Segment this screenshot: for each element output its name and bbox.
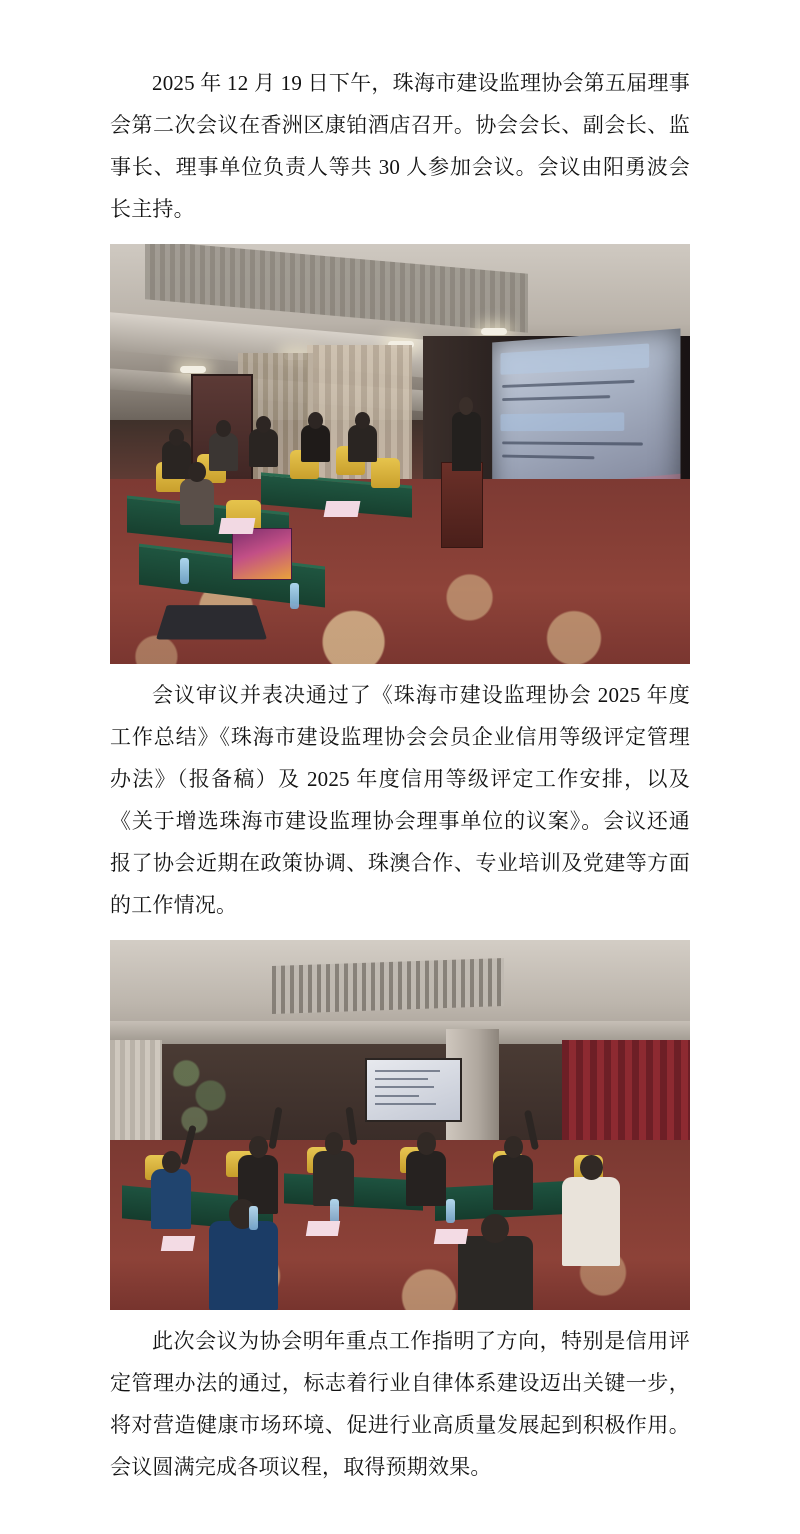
photo1-speaker-body xyxy=(452,412,481,471)
photo2-attendee-foreground xyxy=(458,1236,533,1310)
paragraph-3: 此次会议为协会明年重点工作指明了方向，特别是信用评定管理办法的通过，标志着行业自律体系建设迈出关键一步，将对营造健康市场环境、促进行业高质量发展起到积极作用。会议圆满完成各项议程，取得预期效果。 xyxy=(110,1329,690,1479)
photo2-attendee-head xyxy=(504,1136,523,1158)
photo1-attendee xyxy=(180,479,215,525)
photo2-attendee xyxy=(493,1155,534,1211)
photo1-attendee xyxy=(162,441,191,479)
photo2-plant xyxy=(162,1040,243,1151)
paragraph-2: 会议审议并表决通过了《珠海市建设监理协会 2025 年度工作总结》《珠海市建设监理协会会员企业信用等级评定管理办法》（报备稿）及 2025 年度信用等级评定工作安排，以及《关于增选珠海市建设监理协会理事单位的议案》。会议还通报了协会近期在政策协调、珠澳合作、专业培训及党建等方面的工作情况。 xyxy=(110,683,690,917)
photo1-ceiling-light xyxy=(180,366,206,373)
photo1-attendee xyxy=(249,429,278,467)
photo1-attendee-head xyxy=(355,412,370,429)
figure-2 xyxy=(110,940,690,1310)
photo2-attendee-head xyxy=(325,1132,344,1154)
photo1-chair xyxy=(371,458,400,487)
photo1-podium xyxy=(441,462,484,548)
conference-photo-voting xyxy=(110,940,690,1310)
photo2-name-card xyxy=(161,1236,195,1251)
photo2-ceiling-grid xyxy=(272,958,504,1014)
photo2-name-card xyxy=(306,1221,340,1236)
photo1-speaker-head xyxy=(459,397,473,415)
photo1-attendee-head xyxy=(188,462,205,481)
photo2-water-bottle xyxy=(446,1199,455,1223)
photo1-poster xyxy=(232,528,292,580)
conference-photo-speaker xyxy=(110,244,690,664)
photo1-ceiling-light xyxy=(481,328,507,335)
photo1-name-card xyxy=(219,518,256,534)
photo1-attendee xyxy=(348,425,377,463)
photo2-attendee-head xyxy=(417,1132,436,1154)
photo1-attendee-head xyxy=(216,420,231,437)
photo2-water-bottle xyxy=(330,1199,339,1223)
photo1-water-bottle xyxy=(180,558,189,584)
figure-1 xyxy=(110,244,690,664)
photo2-attendee-foreground xyxy=(209,1221,279,1310)
photo2-attendee-head xyxy=(162,1151,181,1173)
photo1-laptop xyxy=(156,605,266,639)
photo1-name-card xyxy=(323,501,360,517)
photo1-attendee-head xyxy=(169,429,184,446)
photo2-water-bottle xyxy=(249,1206,258,1230)
photo2-attendee xyxy=(406,1151,447,1207)
photo1-attendee xyxy=(301,425,330,463)
photo2-projection-screen xyxy=(365,1058,462,1121)
photo2-name-card xyxy=(434,1229,468,1244)
photo2-attendee-head xyxy=(481,1214,509,1244)
paragraph-1: 2025 年 12 月 19 日下午，珠海市建设监理协会第五届理事会第二次会议在香洲区康铂酒店召开。协会会长、副会长、监事长、理事单位负责人等共 30 人参加会议。会议由阳勇波会长主持。 xyxy=(110,71,690,221)
photo2-attendee-foreground xyxy=(562,1177,620,1266)
photo1-water-bottle xyxy=(290,583,299,609)
photo2-attendee-head xyxy=(249,1136,268,1158)
photo1-attendee xyxy=(209,433,238,471)
photo2-attendee xyxy=(151,1169,192,1228)
